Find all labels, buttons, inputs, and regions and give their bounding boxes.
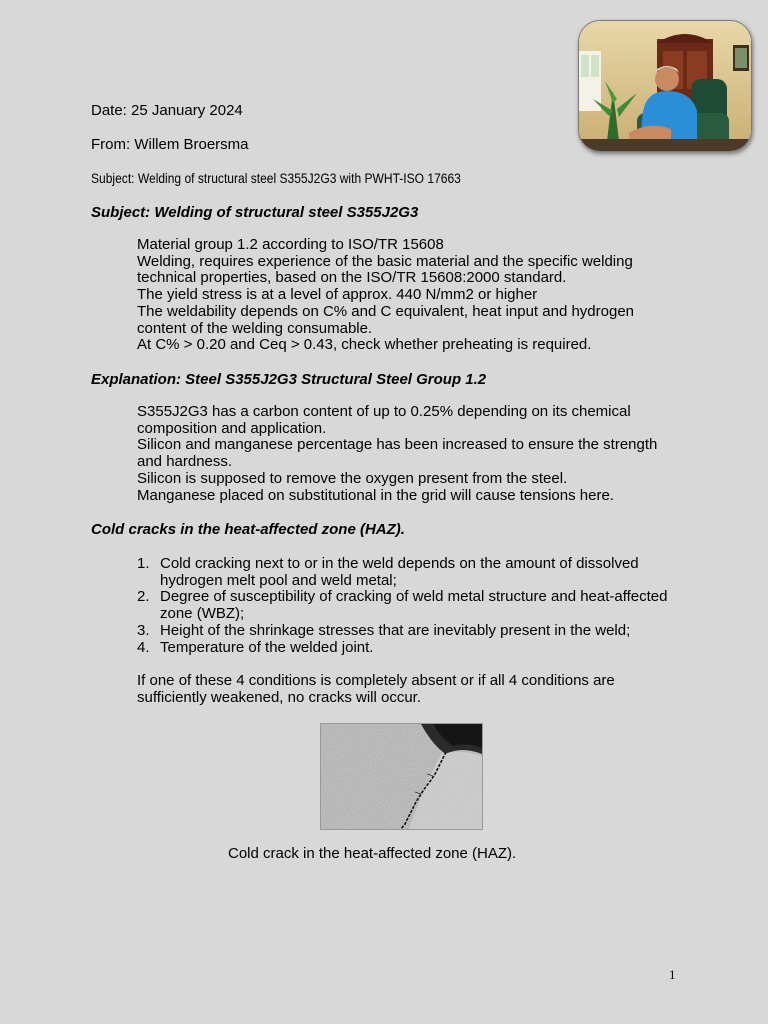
list-item: 3. Height of the shrinkage stresses that are inevitably present in the weld; — [137, 621, 631, 639]
paragraph-line: The yield stress is at a level of approx. 440 N/mm2 or higher — [137, 286, 538, 304]
figure-caption: Cold crack in the heat-affected zone (HAZ). — [228, 845, 517, 862]
paragraph-line: Manganese placed on substitutional in the grid will cause tensions here. — [137, 486, 614, 504]
paragraph-line: S355J2G3 has a carbon content of up to 0.25% depending on its chemical composition and application. — [137, 403, 631, 437]
subject-line: Subject: Welding of structural steel S355J2G3 with PWHT-ISO 17663 — [91, 170, 461, 186]
author-photo — [578, 20, 752, 152]
section-body-material — [137, 237, 682, 354]
paragraph-line: Material group 1.2 according to ISO/TR 15608 — [137, 236, 444, 253]
list-item: 4. Temperature of the welded joint. — [137, 638, 374, 656]
paragraph-line: Silicon is supposed to remove the oxygen present from the steel. — [137, 469, 568, 487]
conclusion-paragraph: If one of these 4 conditions is completely absent or if all 4 conditions are sufficiently weakened, no cracks will occur. — [137, 672, 615, 706]
section-heading-cold-cracks: Cold cracks in the heat-affected zone (HAZ). — [91, 521, 405, 538]
page-number: 1 — [669, 967, 676, 982]
section-heading-explanation: Explanation: Steel S355J2G3 Structural Steel Group 1.2 — [91, 371, 487, 388]
list-item: 2. Degree of susceptibility of cracking of weld metal structure and heat-affected zone (WBZ); — [137, 588, 668, 623]
document-sender: From: Willem Broersma — [91, 136, 249, 153]
paragraph-line: Welding, requires experience of the basic material and the specific welding technical properties, based on the ISO/TR 15608:2000 standard. — [137, 252, 633, 287]
conditions-list — [137, 556, 682, 656]
paragraph-line: At C% > 0.20 and Ceq > 0.43, check whether preheating is required. — [137, 336, 592, 354]
list-item: 1. Cold cracking next to or in the weld depends on the amount of dissolved hydrogen melt pool and weld metal; — [137, 555, 639, 589]
cold-crack-micrograph — [320, 723, 483, 830]
paragraph-line: Silicon and manganese percentage has been increased to ensure the strength and hardness. — [137, 436, 658, 471]
section-heading-subject: Subject: Welding of structural steel S355J2G3 — [91, 204, 419, 221]
document-date: Date: 25 January 2024 — [91, 102, 243, 119]
section-body-explanation — [137, 404, 682, 504]
paragraph-line: The weldability depends on C% and C equivalent, heat input and hydrogen content of the welding consumable. — [137, 302, 635, 337]
